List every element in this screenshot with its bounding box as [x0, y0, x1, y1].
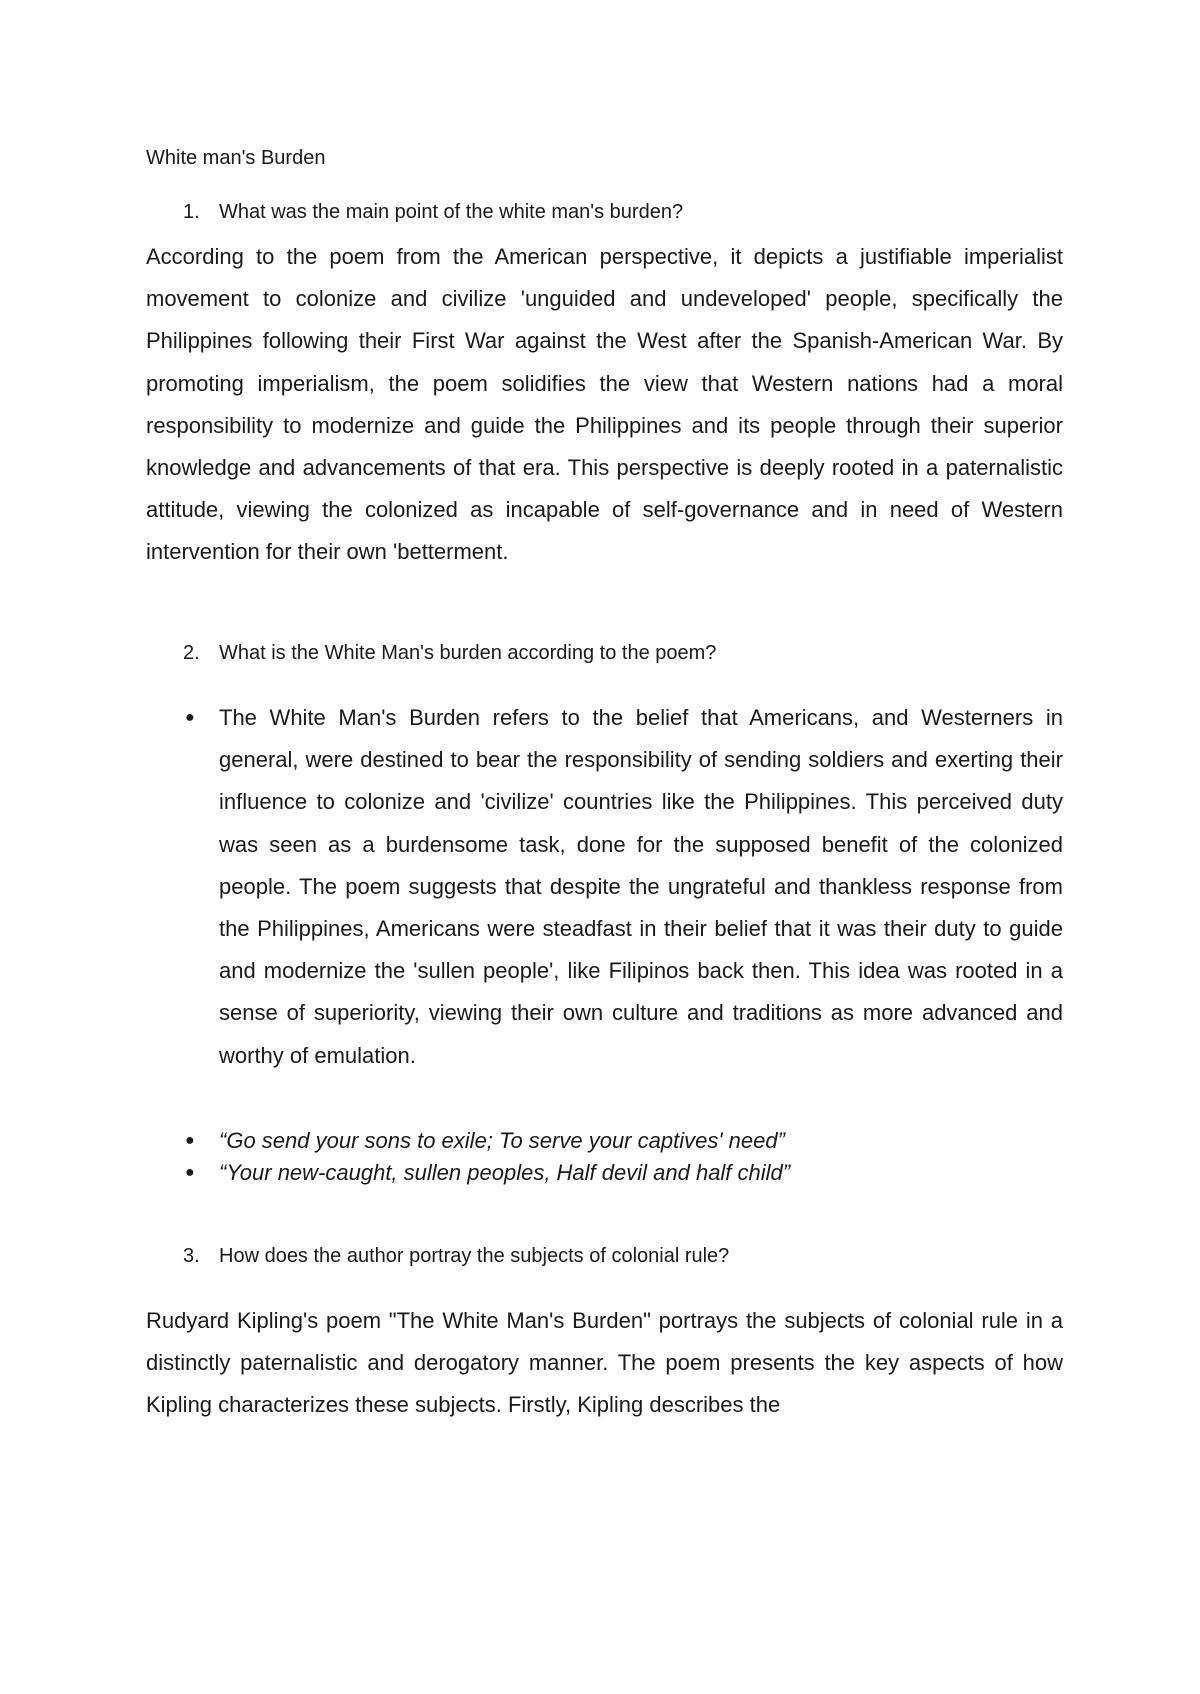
- question-3-number: 3.: [183, 1245, 200, 1267]
- answer-3-paragraph: Rudyard Kipling's poem "The White Man's Burden" portrays the subjects of colonial rule in a distinctly paternalistic and derogatory manner. The poem presents the key aspects of how Kipling characterizes these subjects. Firstly, Kipling describes the: [146, 1308, 1063, 1418]
- answer-2-list: [183, 697, 1063, 1077]
- quote-text: “Your new-caught, sullen peoples, Half devil and half child”: [219, 1160, 791, 1185]
- question-3: [183, 1242, 1063, 1270]
- question-2-text: What is the White Man's burden according to the poem?: [219, 642, 717, 664]
- question-2: [183, 639, 1063, 667]
- question-1-text: What was the main point of the white man's burden?: [219, 201, 684, 223]
- quote-item: [183, 1125, 1063, 1157]
- bullet-icon: ●: [185, 709, 195, 726]
- question-1-number: 1.: [183, 201, 200, 223]
- quote-list: [183, 1125, 1063, 1189]
- quote-item: [183, 1157, 1063, 1189]
- document-title: White man's Burden: [146, 147, 326, 169]
- question-2-number: 2.: [183, 642, 200, 664]
- answer-2-bullet-text: The White Man's Burden refers to the belief that Americans, and Westerners in general, were destined to bear the responsibility of sending soldiers and exerting their influence to colonize and 'civilize' countries like the Philippines. This perceived duty was seen as a burdensome task, done for the supposed benefit of the colonized people. The poem suggests that despite the ungrateful and thankless response from the Philippines, Americans were steadfast in their belief that it was their duty to guide and modernize the 'sullen people', like Filipinos back then. This idea was rooted in a sense of superiority, viewing their own culture and traditions as more advanced and worthy of emulation.: [219, 705, 1063, 1068]
- question-3-text: How does the author portray the subjects of colonial rule?: [219, 1245, 730, 1267]
- answer-1-paragraph: According to the poem from the American perspective, it depicts a justifiable imperialist movement to colonize and civilize 'unguided and undeveloped' people, specifically the Philippines following their First War against the West after the Spanish-American War. By promoting imperialism, the poem solidifies the view that Western nations had a moral responsibility to modernize and guide the Philippines and its people through their superior knowledge and advancements of that era. This perspective is deeply rooted in a paternalistic attitude, viewing the colonized as incapable of self-governance and in need of Western intervention for their own 'betterment.: [146, 244, 1063, 565]
- bullet-icon: ●: [185, 1164, 195, 1181]
- quote-text: “Go send your sons to exile; To serve your captives' need”: [219, 1128, 785, 1153]
- bullet-icon: ●: [185, 1132, 195, 1149]
- question-1: [183, 198, 1063, 226]
- answer-2-bullet: [183, 697, 1063, 1077]
